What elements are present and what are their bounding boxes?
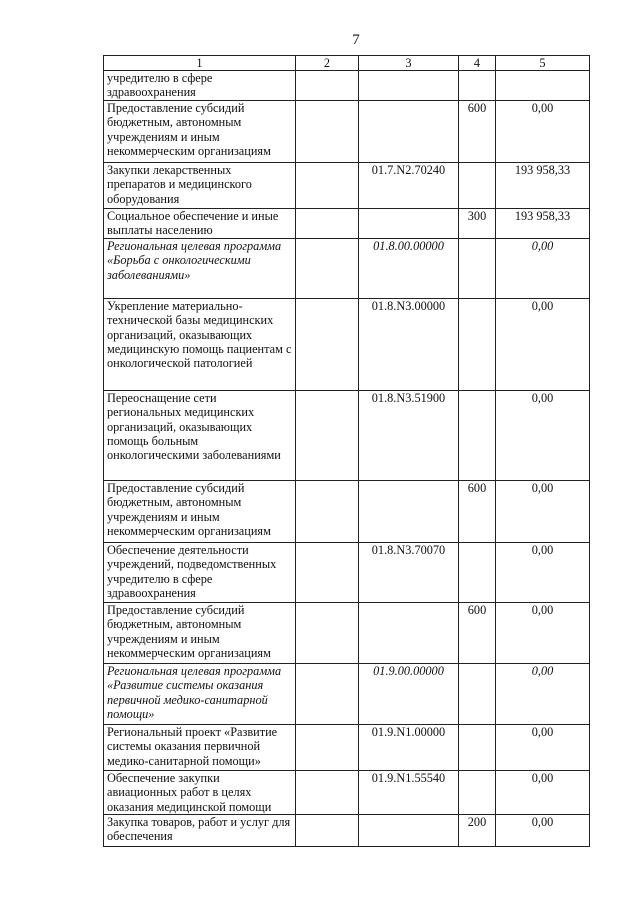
row-name-cell: Закупка товаров, работ и услуг для обеспечения: [104, 815, 296, 847]
row-name-cell: Социальное обеспечение и иные выплаты населению: [104, 209, 296, 239]
row-name-cell: Переоснащение сети региональных медицинских организаций, оказывающих помощь больным онкологическими заболеваниями: [104, 391, 296, 481]
row-col2-cell: [296, 101, 359, 163]
row-type-cell: [459, 725, 496, 771]
table-row: [104, 815, 590, 847]
page-number: 7: [352, 32, 360, 48]
row-type-cell: 300: [459, 209, 496, 239]
row-type-cell: [459, 239, 496, 299]
column-header-3: 3: [359, 56, 459, 71]
row-sum-cell: 0,00: [496, 771, 590, 815]
row-name-cell: Предоставление субсидий бюджетным, автономным учреждениям и иным некоммерческим организациям: [104, 481, 296, 543]
header-row: [104, 56, 590, 71]
row-sum-cell: 0,00: [496, 481, 590, 543]
row-code-cell: 01.8.N3.51900: [359, 391, 459, 481]
row-name-cell: Обеспечение закупки авиационных работ в целях оказания медицинской помощи: [104, 771, 296, 815]
table-row: [104, 101, 590, 163]
column-header-1: 1: [104, 56, 296, 71]
row-type-cell: [459, 163, 496, 209]
row-code-cell: [359, 603, 459, 664]
budget-table: [103, 55, 590, 847]
row-col2-cell: [296, 664, 359, 725]
table-row: [104, 543, 590, 603]
table-row: [104, 771, 590, 815]
table-row: [104, 299, 590, 391]
row-type-cell: 600: [459, 101, 496, 163]
row-name-cell: Региональная целевая программа «Борьба с онкологическими заболеваниями»: [104, 239, 296, 299]
row-sum-cell: 193 958,33: [496, 163, 590, 209]
row-type-cell: [459, 771, 496, 815]
row-code-cell: [359, 101, 459, 163]
row-col2-cell: [296, 299, 359, 391]
row-col2-cell: [296, 71, 359, 101]
row-type-cell: [459, 71, 496, 101]
table-row: [104, 481, 590, 543]
row-col2-cell: [296, 239, 359, 299]
row-sum-cell: 0,00: [496, 543, 590, 603]
row-name-cell: Закупки лекарственных препаратов и медицинского оборудования: [104, 163, 296, 209]
row-code-cell: 01.9.N1.55540: [359, 771, 459, 815]
table-row: [104, 391, 590, 481]
row-code-cell: 01.8.N3.70070: [359, 543, 459, 603]
row-code-cell: 01.8.N3.00000: [359, 299, 459, 391]
row-col2-cell: [296, 725, 359, 771]
table-row: [104, 163, 590, 209]
row-name-cell: Предоставление субсидий бюджетным, автономным учреждениям и иным некоммерческим организациям: [104, 101, 296, 163]
row-type-cell: [459, 391, 496, 481]
row-sum-cell: 0,00: [496, 391, 590, 481]
row-sum-cell: [496, 71, 590, 101]
table-body: [104, 71, 590, 847]
row-code-cell: 01.7.N2.70240: [359, 163, 459, 209]
table-row: [104, 209, 590, 239]
row-code-cell: 01.8.00.00000: [359, 239, 459, 299]
row-sum-cell: 0,00: [496, 239, 590, 299]
row-type-cell: [459, 664, 496, 725]
row-type-cell: 600: [459, 481, 496, 543]
row-sum-cell: 0,00: [496, 664, 590, 725]
row-code-cell: [359, 209, 459, 239]
row-name-cell: Региональная целевая программа «Развитие системы оказания первичной медико-санитарной помощи»: [104, 664, 296, 725]
table-row: [104, 71, 590, 101]
row-col2-cell: [296, 543, 359, 603]
row-type-cell: [459, 543, 496, 603]
column-header-5: 5: [496, 56, 590, 71]
row-sum-cell: 193 958,33: [496, 209, 590, 239]
row-type-cell: [459, 299, 496, 391]
row-col2-cell: [296, 815, 359, 847]
row-sum-cell: 0,00: [496, 815, 590, 847]
row-col2-cell: [296, 771, 359, 815]
row-sum-cell: 0,00: [496, 299, 590, 391]
row-name-cell: Региональный проект «Развитие системы оказания первичной медико-санитарной помощи»: [104, 725, 296, 771]
row-name-cell: Предоставление субсидий бюджетным, автономным учреждениям и иным некоммерческим организациям: [104, 603, 296, 664]
row-sum-cell: 0,00: [496, 725, 590, 771]
row-type-cell: 600: [459, 603, 496, 664]
row-name-cell: учредителю в сфере здравоохранения: [104, 71, 296, 101]
table-row: [104, 603, 590, 664]
row-col2-cell: [296, 163, 359, 209]
row-col2-cell: [296, 603, 359, 664]
table-row: [104, 239, 590, 299]
row-sum-cell: 0,00: [496, 101, 590, 163]
row-sum-cell: 0,00: [496, 603, 590, 664]
row-type-cell: 200: [459, 815, 496, 847]
table-row: [104, 725, 590, 771]
row-code-cell: 01.9.00.00000: [359, 664, 459, 725]
row-col2-cell: [296, 391, 359, 481]
table-row: [104, 664, 590, 725]
row-col2-cell: [296, 209, 359, 239]
row-code-cell: [359, 815, 459, 847]
row-code-cell: [359, 481, 459, 543]
row-name-cell: Укрепление материально-технической базы медицинских организаций, оказывающих медицинскую помощь пациентам с онкологической патологией: [104, 299, 296, 391]
row-name-cell: Обеспечение деятельности учреждений, подведомственных учредителю в сфере здравоохранения: [104, 543, 296, 603]
column-header-2: 2: [296, 56, 359, 71]
column-header-4: 4: [459, 56, 496, 71]
row-col2-cell: [296, 481, 359, 543]
row-code-cell: 01.9.N1.00000: [359, 725, 459, 771]
row-code-cell: [359, 71, 459, 101]
